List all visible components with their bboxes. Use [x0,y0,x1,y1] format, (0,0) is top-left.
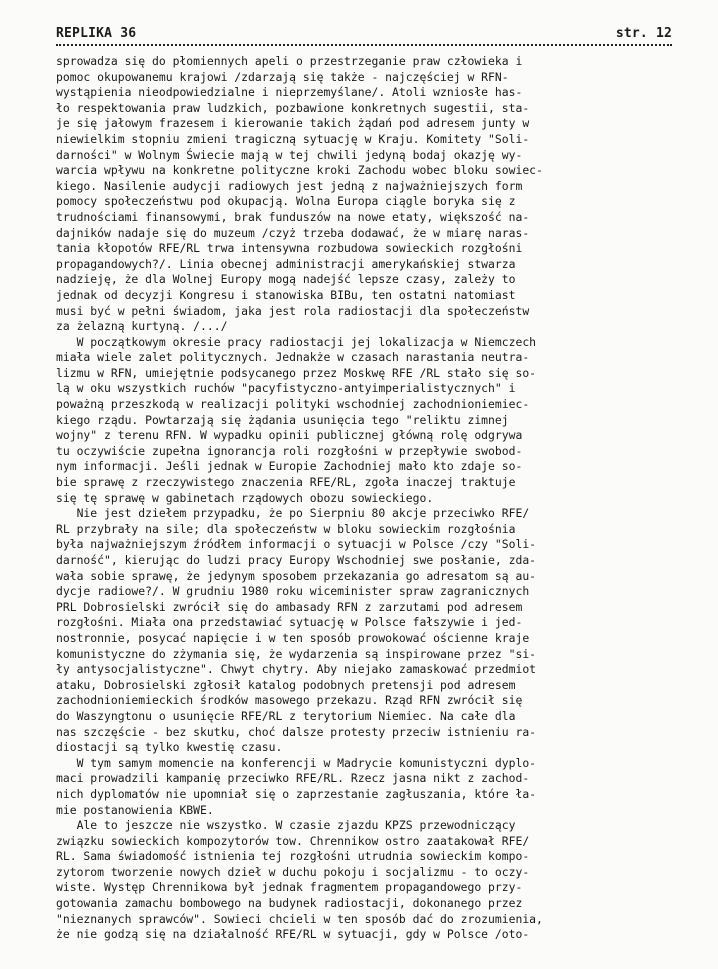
text-line: wała sobie sprawę, że jedynym sposobem przekazania go adresatom są au- [56,568,537,583]
text-line: Nie jest dziełem przypadku, że po Sierpniu 80 akcje przeciwko RFE/ [56,506,530,521]
text-line: niewielkim stopniu zmieni tragiczną sytuację w Kraju. Komitety "Soli- [56,131,530,146]
text-line: W początkowym okresie pracy radiostacji jej lokalizacja w Niemczech [56,334,537,349]
text-line: lą w oku wszystkich ruchów "pacyfistyczno-antyimperialistycznych" i [56,381,516,396]
body-text [56,54,676,943]
text-line: lizmu w RFN, umiejętnie podsycanego przez Moskwę RFE /RL stało się so- [56,365,537,380]
text-line: nostronnie, posycać napięcie i w ten sposób prowokować ościenne kraje [56,630,530,645]
text-line: W tym samym momencie na konferencji w Madrycie komunistyczni dyplo- [56,755,537,770]
page-number: str. 12 [615,26,672,41]
text-line: była najważniejszym źródłem informacji o sytuacji w Polsce /czy "Soli- [56,537,537,552]
text-line: komunistyczne do zżymania się, że wydarzenia są inspirowane przez "si- [56,646,537,661]
text-line: nich dyplomatów nie upomniał się o zaprzestanie zagłuszania, które ła- [56,786,537,801]
text-line: kiego. Nasilenie audycji radiowych jest jedną z najważniejszych form [56,178,523,193]
header-rule [56,44,672,46]
text-line: RL przybrały na sile; dla społeczeństw w bloku sowieckim rozgłośnia [56,521,516,536]
text-line: tu oczywiście zupełna ignorancja roli rozgłośni w przepływie swobod- [56,443,523,458]
text-line: dycje radiowe?/. W grudniu 1980 roku wiceminister spraw zagranicznych [56,584,530,599]
text-line: że nie godzą się na działalność RFE/RL w sytuacji, gdy w Polsce /oto- [56,927,530,942]
text-line: nadzieję, że dla Wolnej Europy mogą nadejść lepsze czasy, zależy to [56,272,516,287]
text-line: pomocy społeczeństwu pod okupacją. Wolna Europa ciągle boryka się z [56,194,516,209]
text-line: dajników nadaje się do muzeum /czyż trzeba dodawać, że w miarę naras- [56,225,530,240]
text-line: do Waszyngtonu o usunięcie RFE/RL z terytorium Niemiec. Na całe dla [56,708,516,723]
text-line: wystąpienia nieodpowiedzialne i nieprzemyślane/. Atoli wzniosłe has- [56,85,523,100]
text-line: PRL Dobrosielski zwrócił się do ambasady RFN z zarzutami pod adresem [56,599,523,614]
text-line: kiego rządu. Powtarzają się żądania usunięcia tego "reliktu zimnej [56,412,509,427]
text-line: zytorom tworzenie nowych dzieł w duchu pokoju i socjalizmu - to oczy- [56,864,530,879]
text-line: nym informacji. Jeśli jednak w Europie Zachodniej mało kto zdaje so- [56,459,523,474]
text-line: Ale to jeszcze nie wszystko. W czasie zjazdu KPZS przewodniczący [56,818,516,833]
text-line: miała wiele zalet politycznych. Jednakże w czasach narastania neutra- [56,350,530,365]
text-line: propagandowych?/. Linia obecnej administracji amerykańskiej stwarza [56,256,516,271]
text-line: poważną przeszkodą w realizacji polityki wschodniej zachodnioniemiec- [56,397,530,412]
text-line: tania kłopotów RFE/RL trwa intensywna rozbudowa sowieckich rozgłośni [56,241,523,256]
text-line: zachodnioniemieckich środków masowego przekazu. Rząd RFN zwrócił się [56,693,523,708]
text-line: za żelazną kurtyną. /.../ [56,319,228,334]
text-line: jednak od decyzji Kongresu i stanowiska BIBu, ten ostatni natomiast [56,287,516,302]
text-line: darność", kierując do ludzi pracy Europy Wschodniej swe posłanie, zda- [56,553,537,567]
text-line: związku sowieckich kompozytorów tow. Chrennikow ostro zaatakował RFE/ [56,833,530,848]
text-line: darności" w Wolnym Świecie mają w tej chwili jedyną bodaj okazję wy- [56,147,523,162]
text-line: trudnościami finansowymi, brak funduszów na nowe etaty, większość na- [56,209,530,224]
text-line: wojny" z terenu RFN. W wypadku opinii publicznej główną rolę odgrywa [56,428,523,443]
text-line: musi być w pełni świadom, jaka jest rola radiostacji dla społeczeństw [56,303,530,318]
text-line: mie postanowienia KBWE. [56,802,214,817]
text-line: wiste. Występ Chrennikowa był jednak fragmentem propagandowego przy- [56,880,523,895]
text-line: gotowania zamachu bombowego na budynek radiostacji, dokonanego przez [56,896,523,911]
text-line: sprowadza się do płomiennych apeli o przestrzeganie praw człowieka i [56,54,523,68]
text-line: bie sprawę z rzeczywistego znaczenia RFE/RL, zgoła inaczej traktuje [56,475,516,490]
text-line: je się jałowym frazesem i kierowanie takich żądań pod adresem junty w [56,116,530,131]
text-line: RL. Sama świadomość istnienia tej rozgłośni utrudnia sowieckim kompo- [56,849,530,864]
publication-title: REPLIKA 36 [56,26,137,41]
text-line: diostacji są tylko kwestię czasu. [56,740,283,755]
text-line: pomoc okupowanemu krajowi /zdarzają się także - najczęściej w RFN- [56,69,509,84]
text-line: ataku, Dobrosielski zgłosił katalog podobnych pretensji pod adresem [56,677,516,692]
text-line: "nieznanych sprawców". Sowieci chcieli w ten sposób dać do zrozumienia, [56,911,543,926]
text-line: maci prowadzili kampanię przeciwko RFE/RL. Rzecz jasna nikt z zachod- [56,771,530,786]
text-line: się tę sprawę w gabinetach rządowych obozu sowieckiego. [56,490,434,505]
text-line: warcia wpływu na konkretne polityczne kroki Zachodu wobec bloku sowiec- [56,163,543,178]
text-line: ły antysocjalistyczne". Chwyt chytry. Aby niejako zamaskować przedmiot [56,662,537,677]
text-line: ło respektowania praw ludzkich, pozbawione konkretnych sugestii, sta- [56,100,530,115]
text-line: nas szczęście - bez skutku, choć dalsze protesty przeciw istnieniu ra- [56,724,537,739]
text-line: rozgłośni. Miała ona przedstawiać sytuację w Polsce fałszywie i jed- [56,615,523,630]
